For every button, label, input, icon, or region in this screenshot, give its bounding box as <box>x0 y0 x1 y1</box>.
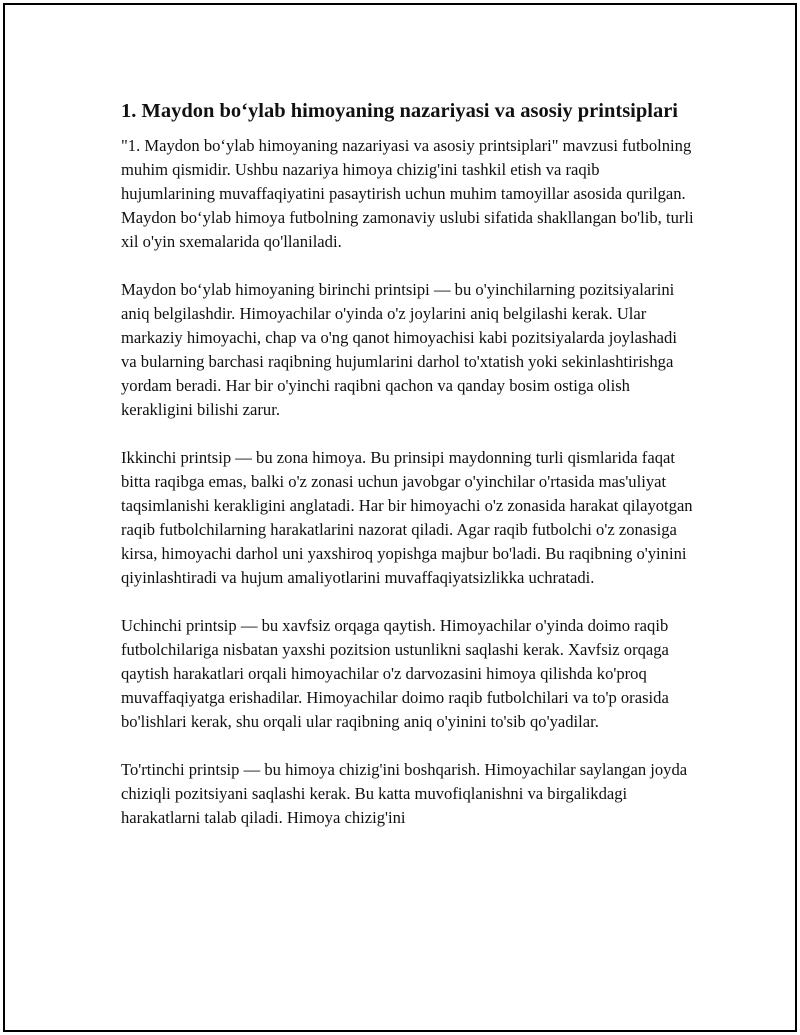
document-body <box>121 98 696 854</box>
paragraph-intro: "1. Maydon bo‘ylab himoyaning nazariyasi va asosiy printsiplari" mavzusi futbolning muhim qismidir. Ushbu nazariya himoya chizig'ini tashkil etish va raqib hujumlarining muvaffaqiyatini pasaytirish uchun muhim tamoyillar asosida qurilgan. Maydon bo‘ylab himoya futbolning zamonaviy uslubi sifatida shakllangan bo'lib, turli xil o'yin sxemalarida qo'llaniladi. <box>121 136 694 251</box>
section-heading: 1. Maydon bo‘ylab himoyaning nazariyasi va asosiy printsiplari <box>121 100 679 122</box>
document-page <box>3 3 797 1032</box>
paragraph-second-principle: Ikkinchi printsip — bu zona himoya. Bu prinsipi maydonning turli qismlarida faqat bitta raqibga emas, balki o'z zonasi uchun javobgar o'yinchilar o'rtasida mas'uliyat taqsimlanishi kerakligini anglatadi. Har bir himoyachi o'z zonasida harakat qilayotgan raqib futbolchilarning harakatlarini nazorat qiladi. Agar raqib futbolchi o'z zonasiga kirsa, himoyachi darhol uni yaxshiroq yopishga majbur bo'ladi. Bu raqibning o'yinini qiyinlashtiradi va hujum amaliyotlarini muvaffaqiyatsizlikka uchratadi. <box>121 448 693 587</box>
paragraph-third-principle: Uchinchi printsip — bu xavfsiz orqaga qaytish. Himoyachilar o'yinda doimo raqib futbolchilariga nisbatan yaxshi pozitsion ustunlikni saqlashi kerak. Xavfsiz orqaga qaytish harakatlari orqali himoyachilar o'z darvozasini himoya qilishda ko'proq muvaffaqiyatga erishadilar. Himoyachilar doimo raqib futbolchilari va to'p orasida bo'lishlari kerak, shu orqali ular raqibning aniq o'yinini to'sib qo'yadilar. <box>121 616 669 731</box>
paragraph-fourth-principle: To'rtinchi printsip — bu himoya chizig'ini boshqarish. Himoyachilar saylangan joyda chiziqli pozitsiyani saqlashi kerak. Bu katta muvofiqlanishni va birgalikdagi harakatlarni talab qiladi. Himoya chizig'ini <box>121 760 688 827</box>
paragraph-first-principle: Maydon bo‘ylab himoyaning birinchi printsipi — bu o'yinchilarning pozitsiyalarini aniq belgilashdir. Himoyachilar o'yinda o'z joylarini aniq belgilashi kerak. Ular markaziy himoyachi, chap va o'ng qanot himoyachisi kabi pozitsiyalarda joylashadi va bularning barchasi raqibning hujumlarini darhol to'xtatish yoki sekinlashtirishga yordam beradi. Har bir o'yinchi raqibni qachon va qanday bosim ostiga olish kerakligini bilishi zarur. <box>121 280 677 419</box>
